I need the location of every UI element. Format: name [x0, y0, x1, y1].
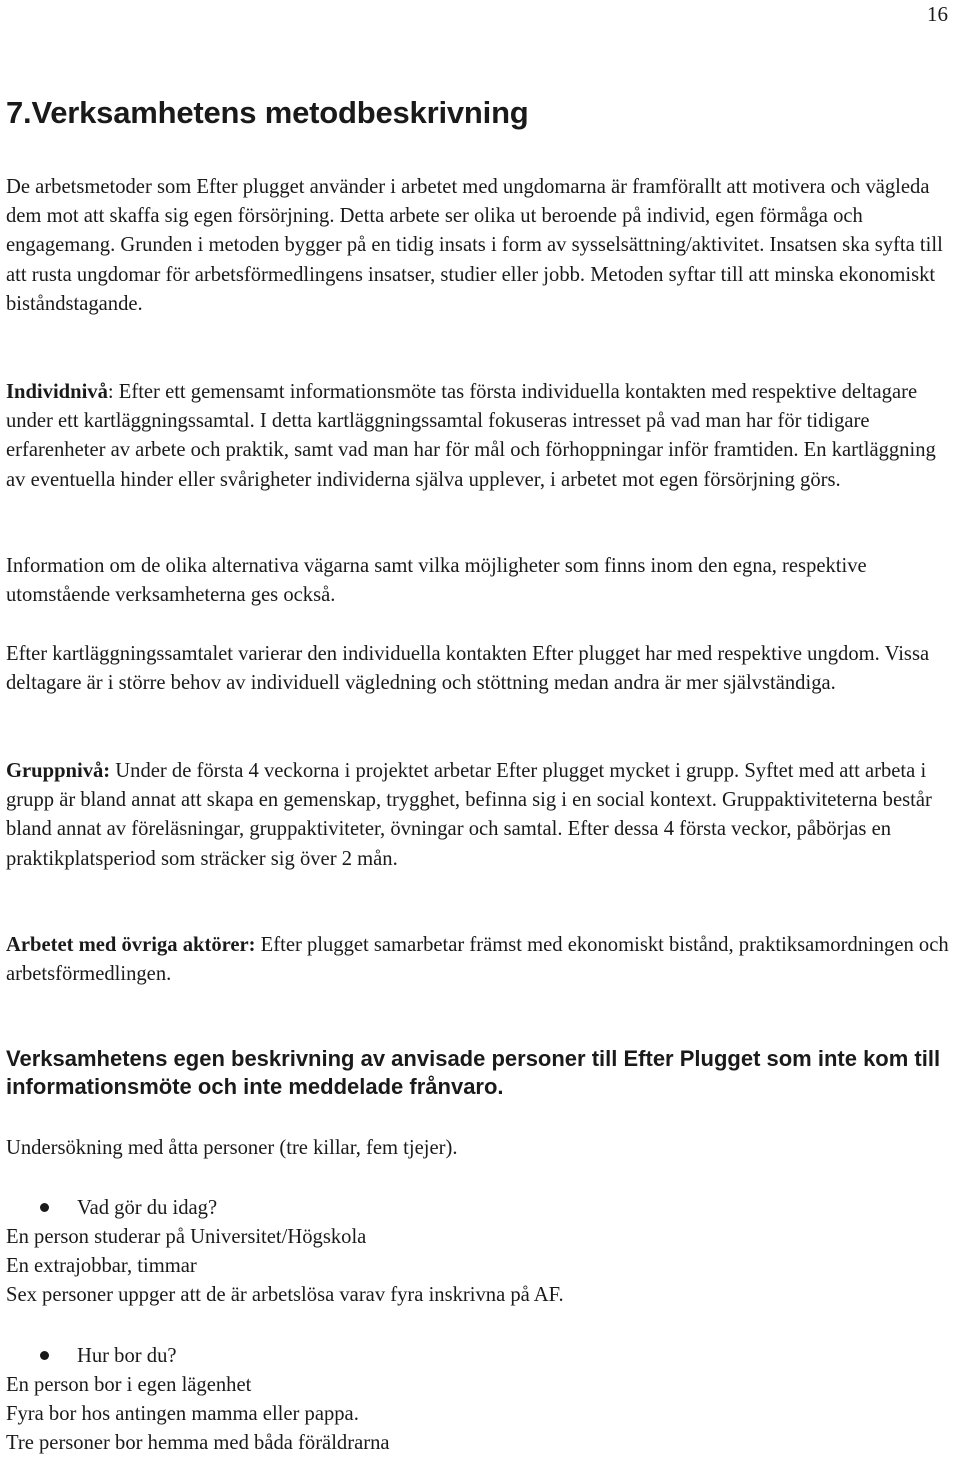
answer-line: En extrajobbar, timmar — [6, 1255, 197, 1277]
answer-line: Tre personer bor hemma med båda föräldrarna — [6, 1432, 390, 1454]
answer-line: En person studerar på Universitet/Högskola — [6, 1226, 367, 1248]
answer-line: Fyra bor hos antingen mamma eller pappa. — [6, 1403, 359, 1425]
paragraph-intro: De arbetsmetoder som Efter plugget använder i arbetet med ungdomarna är framförallt att motivera och vägleda dem mot att skaffa sig egen försörjning. Detta arbete ser olika ut beroende på individ, egen förmåga och engagemang. Grunden i metoden bygger på en tidig insats i form av sysselsättning/aktivitet. Insatsen ska syfta till att rusta ungdomar för arbetsförmedlingens insatser, studier eller jobb. Metoden syftar till att minska ekonomiskt biståndstagande. — [6, 176, 943, 315]
label-ovriga-aktorer: Arbetet med övriga aktörer: — [6, 934, 256, 956]
survey-intro: Undersökning med åtta personer (tre killar, fem tjejer). — [6, 1137, 458, 1159]
subsection-heading: Verksamhetens egen beskrivning av anvisade personer till Efter Plugget som inte kom till informationsmöte och inte meddelade frånvaro. — [6, 1046, 941, 1099]
question-1 — [40, 1194, 217, 1223]
section-heading: 7.Verksamhetens metodbeskrivning — [6, 95, 529, 130]
answer-line: En person bor i egen lägenhet — [6, 1374, 252, 1396]
label-gruppniva: Gruppnivå: — [6, 760, 111, 782]
text-gruppniva: Under de första 4 veckorna i projektet arbetar Efter plugget mycket i grupp. Syftet med att arbeta i grupp är bland annat att skapa en gemenskap, trygghet, befinna sig i en social kontext. Gruppaktiviteterna består bland annat av föreläsningar, gruppaktiviteter, övningar och samtal. Efter dessa 4 första veckor, påbörjas en praktikplatsperiod som sträcker sig över 2 mån. — [6, 760, 932, 870]
page-number: 16 — [927, 2, 948, 26]
bullet-icon — [40, 1203, 49, 1212]
answer-line: Sex personer uppger att de är arbetslösa varav fyra inskrivna på AF. — [6, 1284, 564, 1306]
text-individniva: : Efter ett gemensamt informationsmöte tas första individuella kontakten med respektive deltagare under ett kartläggningssamtal. I detta kartläggningssamtal fokuseras intresset på vad man har för tidigare erfarenheter av arbete och praktik, samt vad man har för mål och förhoppningar inför framtiden. En kartläggning av eventuella hinder eller svårigheter individerna själva upplever, i arbetet mot egen försörjning görs. — [6, 381, 936, 491]
paragraph-kartlaggning: Efter kartläggningssamtalet varierar den individuella kontakten Efter plugget har med respektive ungdom. Vissa deltagare är i större behov av individuell vägledning och stöttning medan andra är mer självständiga. — [6, 643, 930, 695]
paragraph-ovriga-aktorer — [6, 931, 956, 989]
question-1-text: Vad gör du idag? — [77, 1197, 218, 1219]
question-2 — [40, 1342, 177, 1371]
paragraph-gruppniva — [6, 757, 956, 874]
label-individniva: Individnivå — [6, 381, 108, 403]
paragraph-individniva — [6, 378, 956, 495]
bullet-icon — [40, 1351, 49, 1360]
text-ovriga-aktorer: Efter plugget samarbetar främst med ekonomiskt bistånd, praktiksamordningen och arbetsförmedlingen. — [6, 934, 949, 986]
paragraph-information: Information om de olika alternativa vägarna samt vilka möjligheter som finns inom den egna, respektive utomstående verksamheterna ges också. — [6, 555, 867, 607]
question-2-text: Hur bor du? — [77, 1345, 177, 1367]
